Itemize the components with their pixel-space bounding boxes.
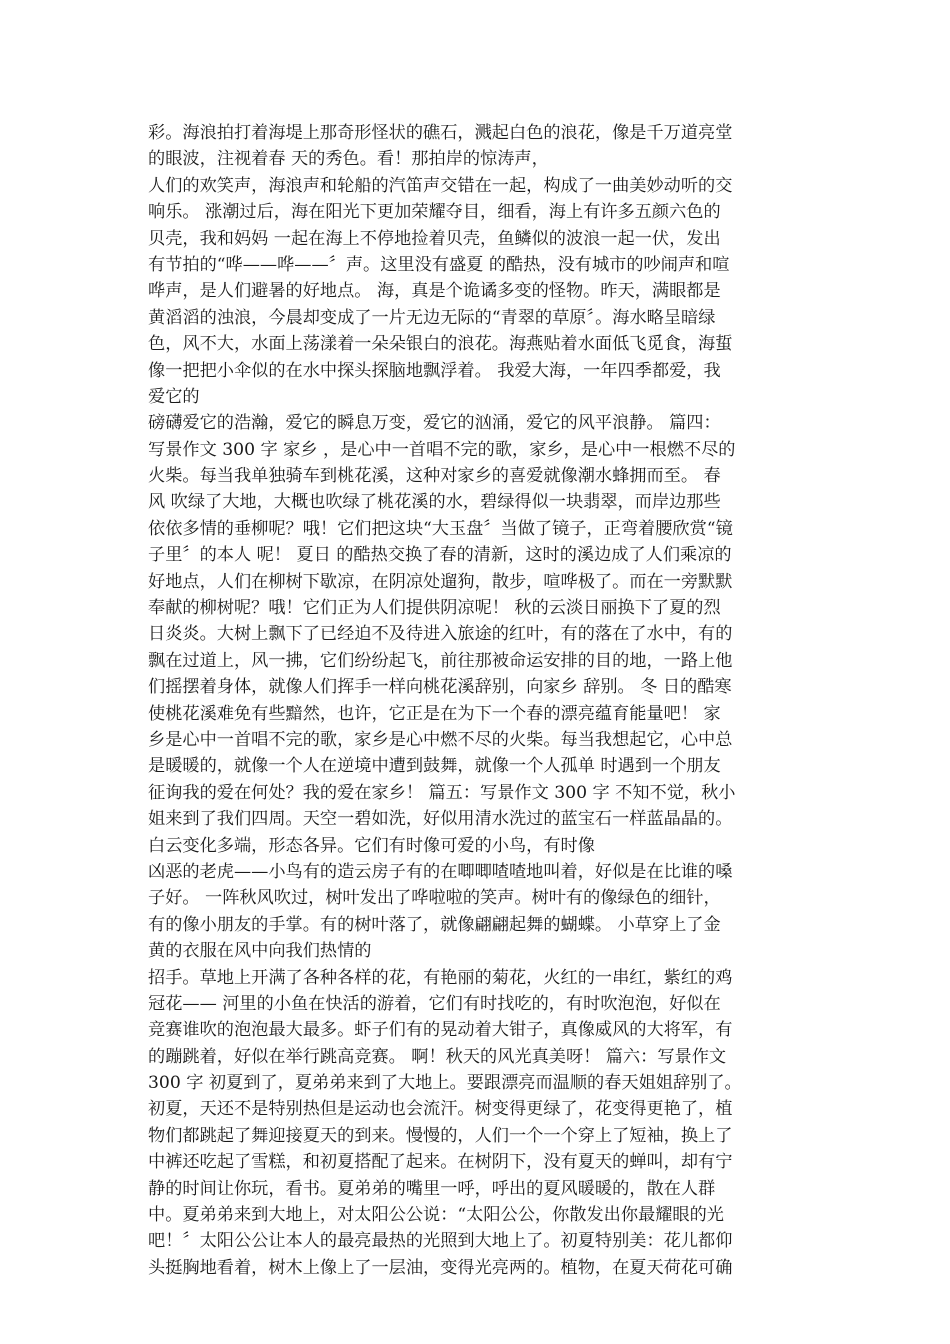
- text-line: 竞赛谁吹的泡泡最大最多。虾子们有的晃动着大钳子，真像威风的大将军，有: [148, 1020, 733, 1041]
- text-line: 依依多情的垂柳呢？哦！它们把这块“大玉盘〞当做了镜子，正弯着腰欣赏“镜: [148, 518, 733, 539]
- text-line: 子好。 一阵秋风吹过，树叶发出了哗啦啦的笑声。树叶有的像绿色的细针，: [148, 888, 721, 909]
- text-line: 磅礴爱它的浩瀚，爱它的瞬息万变，爱它的汹涌，爱它的风平浪静。 篇四：: [148, 413, 721, 434]
- text-line: 有的像小朋友的手掌。有的树叶落了，就像翩翩起舞的蝴蝶。 小草穿上了金: [148, 914, 721, 935]
- text-line: 300 字 初夏到了，夏弟弟来到了大地上。要跟漂亮而温顺的春天姐姐辞别了。: [148, 1073, 742, 1094]
- text-line: 黄的衣服在风中向我们热情的: [148, 941, 372, 962]
- text-line: 凶恶的老虎——小鸟有的造云房子有的在唧唧喳喳地叫着，好似是在比谁的嗓: [148, 861, 733, 882]
- text-line: 乡是心中一首唱不完的歌，家乡是心中燃不尽的火柴。每当我想起它，心中总: [148, 729, 733, 750]
- text-line: 响乐。 涨潮过后，海在阳光下更加荣耀夺目，细看，海上有许多五颜六色的: [148, 202, 721, 223]
- text-line: 飘在过道上，风一拂，它们纷纷起飞，前往那被命运安排的目的地，一路上他: [148, 650, 733, 671]
- text-line: 冠花—— 河里的小鱼在快活的游着，它们有时找吃的，有时吹泡泡，好似在: [148, 993, 721, 1014]
- text-line: 哗声，是人们避暑的好地点。 海，真是个诡谲多变的怪物。昨天，满眼都是: [148, 281, 721, 302]
- text-line: 白云变化多端，形态各异。它们有时像可爱的小鸟，有时像: [148, 835, 595, 856]
- text-line: 日炎炎。大树上飘下了已经迫不及待进入旅途的红叶，有的落在了水中，有的: [148, 624, 733, 645]
- text-line: 子里〞的本人 呢！ 夏日 的酷热交换了春的清新，这时的溪边成了人们乘凉的: [148, 545, 732, 566]
- text-line: 静的时间让你玩，看书。夏弟弟的嘴里一呼，呼出的夏风暖暖的，散在人群: [148, 1178, 716, 1199]
- text-line: 的蹦跳着，好似在举行跳高竞赛。 啊！秋天的风光真美呀！ 篇六：写景作文: [148, 1046, 727, 1067]
- text-line: 奉献的柳树呢？哦！它们正为人们提供阴凉呢！ 秋的云淡日丽换下了夏的烈: [148, 598, 721, 619]
- text-line: 像一把把小伞似的在水中探头探脑地飘浮着。 我爱大海，一年四季都爱，我: [148, 360, 721, 381]
- text-line: 写景作文 300 字 家乡 ，是心中一首唱不完的歌，家乡，是心中一根燃不尽的: [148, 439, 736, 460]
- text-line: 姐来到了我们四周。天空一碧如洗，好似用清水洗过的蓝宝石一样蓝晶晶的。: [148, 809, 733, 830]
- text-line: 是暖暖的，就像一个人在逆境中遭到鼓舞，就像一个人孤单 时遇到一个朋友: [148, 756, 721, 777]
- text-line: 风 吹绿了大地，大概也吹绿了桃花溪的水，碧绿得似一块翡翠，而岸边那些: [148, 492, 721, 513]
- text-line: 头挺胸地看着，树木上像上了一层油，变得光亮两的。植物，在夏天荷花可确: [148, 1257, 733, 1278]
- text-line: 人们的欢笑声，海浪声和轮船的汽笛声交错在一起，构成了一曲美妙动听的交: [148, 175, 733, 196]
- text-line: 中。夏弟弟来到大地上，对太阳公公说：“太阳公公，你散发出你最耀眼的光: [148, 1205, 724, 1226]
- text-line: [148, 1281, 810, 1307]
- document-page: [148, 120, 810, 1308]
- text-line: 有节拍的“哗——哗——〞声。这里没有盛夏 的酷热，没有城市的吵闹声和喧: [148, 254, 730, 275]
- text-line: 黄滔滔的浊浪，今晨却变成了一片无边无际的“青翠的草原〞。海水略呈暗绿: [148, 307, 716, 328]
- text-line: 吧！〞太阳公公让本人的最亮最热的光照到大地上了。初夏特别美：花儿都仰: [148, 1231, 733, 1252]
- text-line: 爱它的: [148, 386, 200, 407]
- text-line: 的眼波，注视着春 天的秀色。看！那拍岸的惊涛声，: [148, 149, 549, 170]
- text-line: 好地点，人们在柳树下歇凉，在阴凉处遛狗，散步，喧哗极了。而在一旁默默: [148, 571, 733, 592]
- text-line: 色，风不大，水面上荡漾着一朵朵银白的浪花。海燕贴着水面低飞觅食，海蜇: [148, 334, 733, 355]
- text-line: 使桃花溪难免有些黯然，也许，它正是在为下一个春的漂亮蕴育能量吧！ 家: [148, 703, 721, 724]
- text-line: 们摇摆着身体，就像人们挥手一样向桃花溪辞别，向家乡 辞别。 冬 日的酷寒: [148, 677, 732, 698]
- text-line: 彩。海浪拍打着海堤上那奇形怪状的礁石，溅起白色的浪花，像是千万道亮堂: [148, 123, 733, 143]
- text-line: 征询我的爱在何处？我的爱在家乡！ 篇五：写景作文 300 字 不知不觉，秋小: [148, 782, 736, 803]
- text-line: 火柴。每当我单独骑车到桃花溪，这种对家乡的喜爱就像潮水蜂拥而至。 春: [148, 466, 721, 487]
- text-line: 贝壳，我和妈妈 一起在海上不停地捡着贝壳，鱼鳞似的波浪一起一伏，发出: [148, 228, 721, 249]
- text-line: 初夏，天还不是特别热但是运动也会流汗。树变得更绿了，花变得更艳了，植: [148, 1099, 733, 1120]
- text-line: 中裤还吃起了雪糕，和初夏搭配了起来。在树阴下，没有夏天的蝉叫，却有宁: [148, 1152, 733, 1173]
- text-line: 物们都跳起了舞迎接夏天的到来。慢慢的，人们一个一个穿上了短袖，换上了: [148, 1125, 733, 1146]
- text-line: 招手。草地上开满了各种各样的花，有艳丽的菊花，火红的一串红，紫红的鸡: [148, 967, 733, 988]
